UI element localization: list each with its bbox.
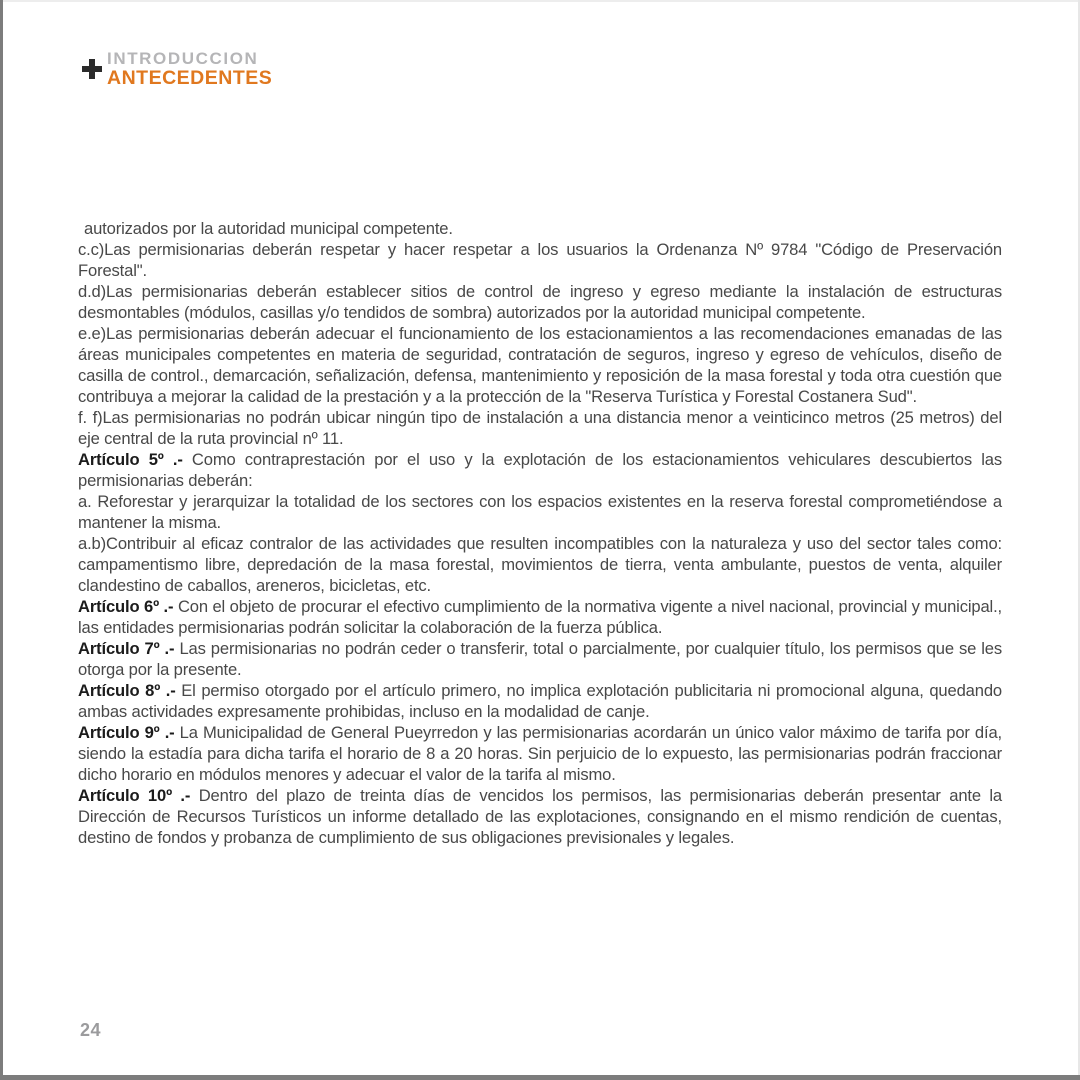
- page-edge-top: [0, 0, 1080, 2]
- paragraph: d.d)Las permisionarias deberán establecer sitios de control de ingreso y egreso mediante la instalación de estructuras desmontables (módulos, casillas y/o tendidos de sombra) autorizados por la autoridad municipal competente.: [78, 282, 1002, 322]
- article-label: Artículo 8º .-: [78, 681, 176, 700]
- paragraph: e.e)Las permisionarias deberán adecuar el funcionamiento de los estacionamientos a las recomendaciones emanadas de las áreas municipales competentes en materia de seguridad, contratación de seguros, ingreso y egreso de vehículos, diseño de casilla de control., demarcación, señalización, defensa, mantenimiento y reposición de la masa forestal y toda otra cuestión que contribuya a mejorar la calidad de la prestación y a la protección de la "Reserva Turística y Forestal Costanera Sud".: [78, 324, 1002, 406]
- plus-icon: [82, 59, 102, 79]
- section-title-introduccion: INTRODUCCION: [107, 49, 259, 68]
- page-edge-bottom: [0, 1075, 1080, 1080]
- article-label: Artículo 9º .-: [78, 723, 175, 742]
- article-label: Artículo 6º .-: [78, 597, 174, 616]
- article-label: Artículo 7º .-: [78, 639, 175, 658]
- paragraph: Artículo 5º .- Como contraprestación por el uso y la explotación de los estacionamientos vehiculares descubiertos las permisionarias deberán:: [78, 450, 1002, 490]
- document-body: [78, 218, 1002, 848]
- article-label: Artículo 5º .-: [78, 450, 183, 469]
- paragraph: a. Reforestar y jerarquizar la totalidad de los sectores con los espacios existentes en la reserva forestal comprometiéndose a mantener la misma.: [78, 492, 1002, 532]
- section-title-antecedentes: ANTECEDENTES: [107, 67, 273, 89]
- paragraph: Artículo 10º .- Dentro del plazo de treinta días de vencidos los permisos, las permisionarias deberán presentar ante la Dirección de Recursos Turísticos un informe detallado de las explotaciones, consignando en el mismo rendición de cuentas, destino de fondos y probanza de cumplimiento de sus obligaciones previsionales y legales.: [78, 786, 1002, 847]
- paragraph: Artículo 7º .- Las permisionarias no podrán ceder o transferir, total o parcialmente, por cualquier título, los permisos que se les otorga por la presente.: [78, 639, 1002, 679]
- paragraph: Artículo 9º .- La Municipalidad de General Pueyrredon y las permisionarias acordarán un único valor máximo de tarifa por día, siendo la estadía para dicha tarifa el horario de 8 a 20 horas. Sin perjuicio de lo expuesto, las permisionarias podrán fraccionar dicho horario en módulos menores y adecuar el valor de la tarifa al mismo.: [78, 723, 1002, 784]
- paragraph: a.b)Contribuir al eficaz contralor de las actividades que resulten incompatibles con la naturaleza y uso del sector tales como: campamentismo libre, depredación de la masa forestal, movimientos de tierra, venta ambulante, puestos de venta, alquiler clandestino de caballos, areneros, bicicletas, etc.: [78, 534, 1002, 595]
- paragraph: Artículo 8º .- El permiso otorgado por el artículo primero, no implica explotación publicitaria ni promocional alguna, quedando ambas actividades expresamente prohibidas, incluso en la modalidad de canje.: [78, 681, 1002, 721]
- paragraph: f. f)Las permisionarias no podrán ubicar ningún tipo de instalación a una distancia menor a veinticinco metros (25 metros) del eje central de la ruta provincial nº 11.: [78, 408, 1002, 448]
- paragraph: Artículo 6º .- Con el objeto de procurar el efectivo cumplimiento de la normativa vigente a nivel nacional, provincial y municipal., las entidades permisionarias podrán solicitar la colaboración de la fuerza pública.: [78, 597, 1002, 637]
- page-number: 24: [80, 1020, 102, 1040]
- article-label: Artículo 10º .-: [78, 786, 191, 805]
- section-header: [82, 49, 272, 89]
- page-edge-left: [0, 0, 3, 1080]
- paragraph: autorizados por la autoridad municipal competente.: [84, 219, 453, 238]
- paragraph: c.c)Las permisionarias deberán respetar y hacer respetar a los usuarios la Ordenanza Nº 9784 "Código de Preservación Forestal".: [78, 240, 1002, 280]
- section-titles: [107, 49, 272, 89]
